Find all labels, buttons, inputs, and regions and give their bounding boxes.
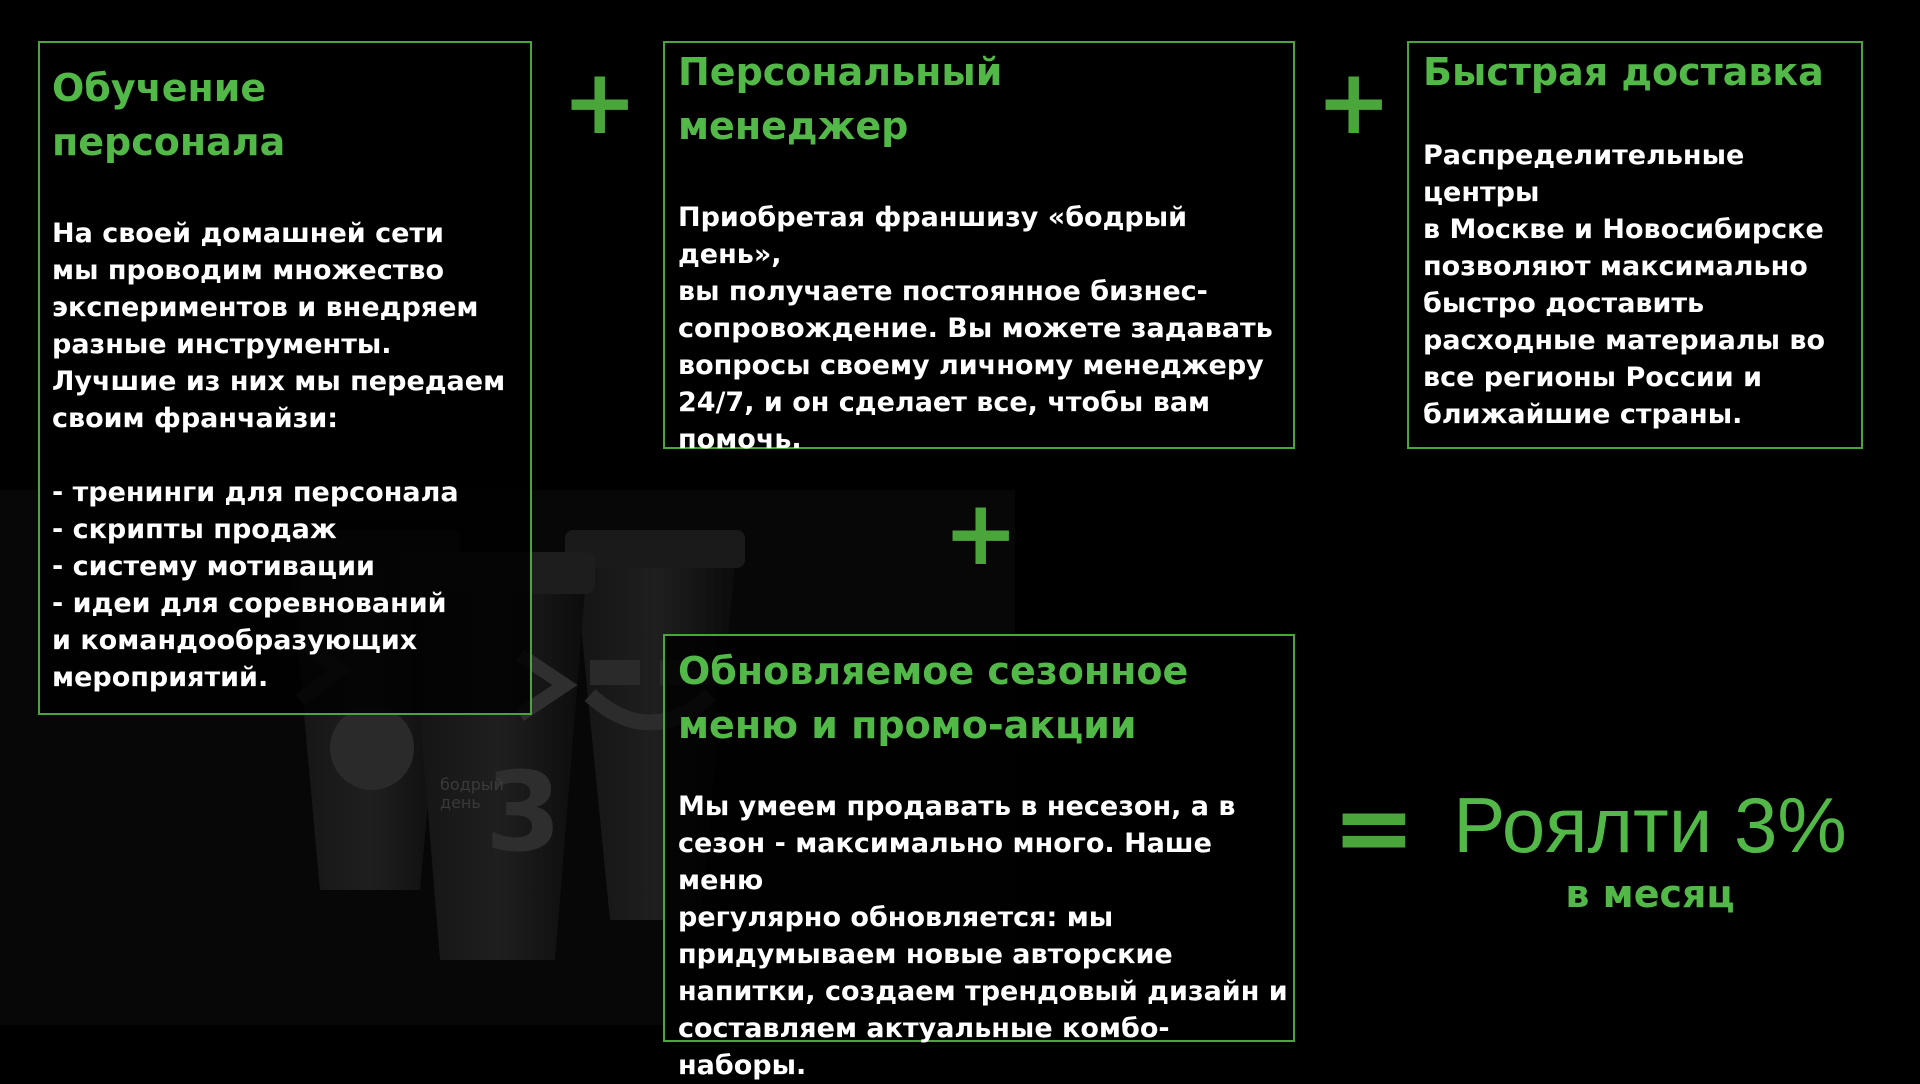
card-title: Обновляемое сезонное меню и промо-акции xyxy=(678,649,1189,747)
royalty-result xyxy=(1440,780,1860,918)
card-seasonal-menu xyxy=(663,634,1295,1081)
cup-brand-line1: бодрый xyxy=(440,775,504,794)
card-personal-manager xyxy=(663,41,1295,455)
cup-digit: 3 xyxy=(485,748,562,876)
card-fast-delivery xyxy=(1407,41,1863,449)
plus-sign: + xyxy=(1316,50,1392,155)
cup-brand-line2: день xyxy=(440,793,481,812)
plus-sign: + xyxy=(943,481,1019,586)
card-staff-training xyxy=(38,41,532,715)
card-body: Распределительные центры в Москве и Новосибирске позволяют максимально быстро доставить расходные материалы во все регионы России и ближайшие страны. xyxy=(1423,140,1826,430)
card-title: Обучение персонала xyxy=(52,66,286,164)
plus-sign: + xyxy=(562,50,638,155)
card-title: Персональный менеджер xyxy=(678,50,1003,148)
equals-sign: = xyxy=(1332,769,1416,886)
royalty-rate: Роялти 3% xyxy=(1453,781,1847,869)
card-body: На своей домашней сети мы проводим множество экспериментов и внедряем разные инструменты. Лучшие из них мы передаем своим франчайзи: - тренинги для персонала - скрипты продаж - систему мотивации - идеи для соревнований и командообразующих мероприятий. xyxy=(52,218,506,693)
card-body: Приобретая франшизу «бодрый день», вы получаете постоянное бизнес- сопровождение. Вы можете задавать вопросы своему личному менеджеру 24/7, и он сделает все, чтобы вам помочь. xyxy=(678,202,1273,455)
card-body: Мы умеем продавать в несезон, а в сезон - максимально много. Наше меню регулярно обновляется: мы придумываем новые авторские напитки, создаем трендовый дизайн и составляем актуальные комбо-наборы. xyxy=(678,791,1288,1081)
royalty-period: в месяц xyxy=(1565,872,1735,916)
card-title: Быстрая доставка xyxy=(1423,50,1824,94)
